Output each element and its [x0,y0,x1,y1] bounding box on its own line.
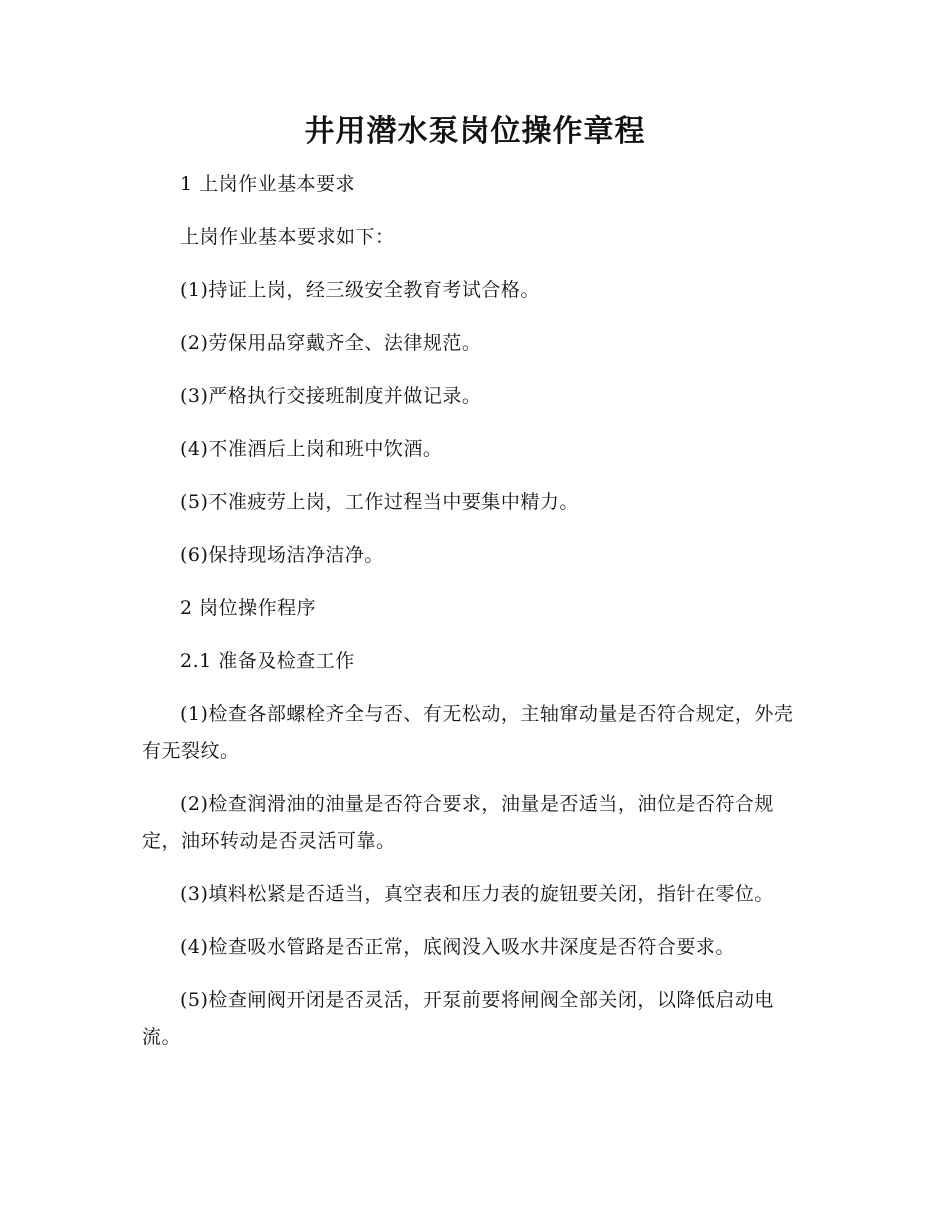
list-item: (1)持证上岗，经三级安全教育考试合格。 [180,279,540,301]
list-item: (2)检查润滑油的油量是否符合要求，油量是否适当，油位是否符合规定，油环转动是否灵活可靠。 [142,793,774,852]
list-item: (6)保持现场洁净洁净。 [180,544,384,566]
list-item: (3)严格执行交接班制度并做记录。 [180,385,482,407]
list-item: (4)不准酒后上岗和班中饮酒。 [180,438,443,460]
list-item: (1)检查各部螺栓齐全与否、有无松动，主轴窜动量是否符合规定，外壳有无裂纹。 [142,703,794,762]
document-body [142,166,810,1072]
list-item: (2)劳保用品穿戴齐全、法律规范。 [180,332,482,354]
document-title: 井用潜水泵岗位操作章程 [304,114,646,149]
list-item: (5)检查闸阀开闭是否灵活，开泵前要将闸阀全部关闭，以降低启动电流。 [142,989,774,1048]
paragraph: 上岗作业基本要求如下： [180,226,395,248]
list-item: (4)检查吸水管路是否正常，底阀没入吸水井深度是否符合要求。 [180,936,735,958]
section-heading-1: 1 上岗作业基本要求 [180,173,356,195]
list-item: (3)填料松紧是否适当，真空表和压力表的旋钮要关闭，指针在零位。 [180,883,774,905]
subsection-heading: 2.1 准备及检查工作 [180,650,355,672]
list-item: (5)不准疲劳上岗，工作过程当中要集中精力。 [180,491,579,513]
section-heading-2: 2 岗位操作程序 [180,597,317,619]
